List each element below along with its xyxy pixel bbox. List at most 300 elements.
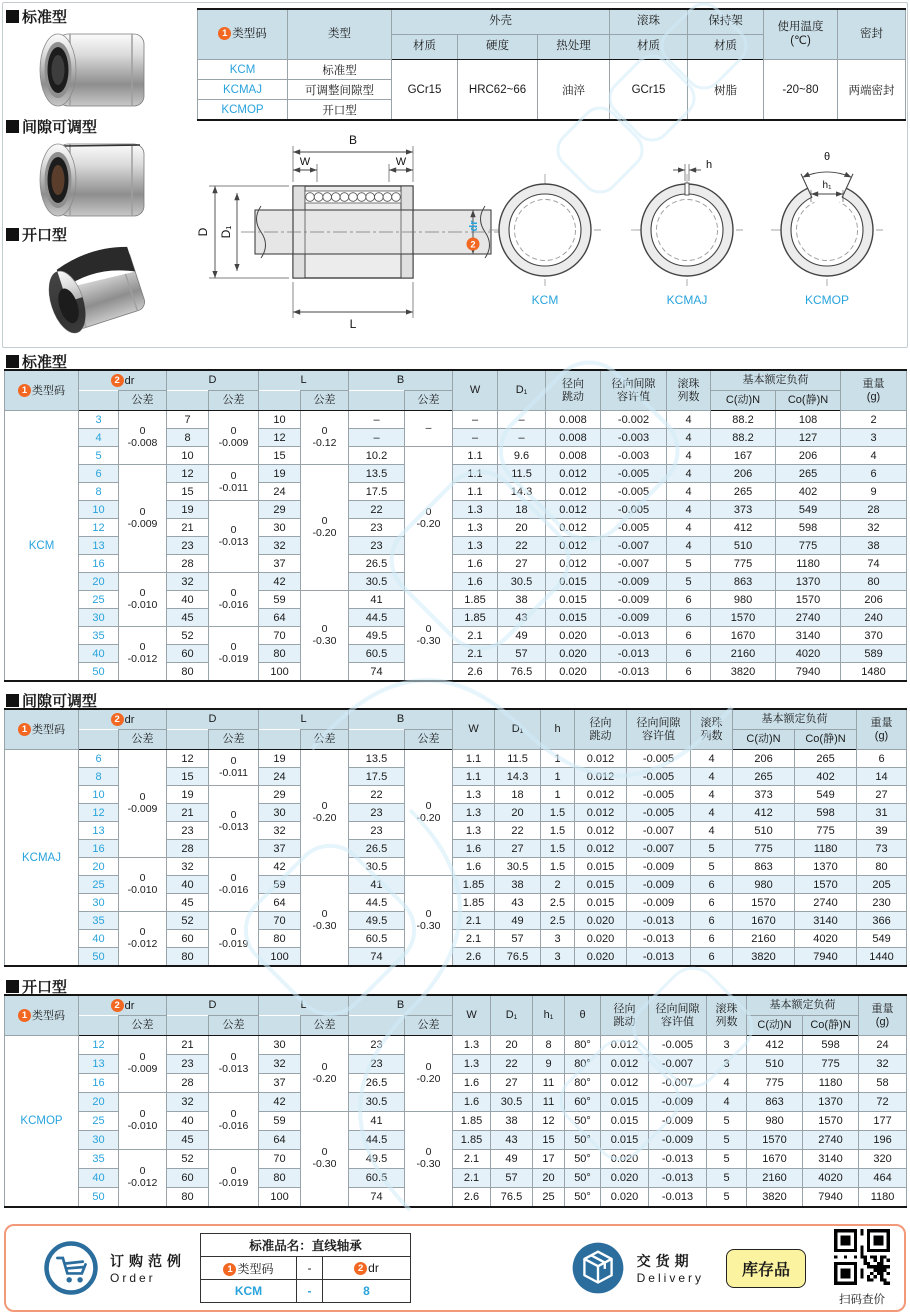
header-basic-load: 基本额定负荷: [733, 709, 857, 730]
header-temperature: 使用温度 (℃): [764, 9, 838, 60]
cell-h: 2.5: [541, 894, 575, 912]
cell-ball-rows: 6: [691, 876, 733, 894]
cell-B: 41: [349, 876, 405, 894]
cell-radial-clearance: -0.007: [601, 537, 667, 555]
dim-label-W: W: [395, 156, 407, 168]
cell-radial-runout: 0.012: [575, 822, 627, 840]
type-code-cell: KCMOP: [198, 100, 288, 121]
cell-dr: 35: [79, 912, 119, 930]
spec-table-open: [4, 994, 907, 1208]
cell-radial-runout: 0.020: [601, 1169, 649, 1188]
bearing-photo-open-icon: [20, 246, 170, 340]
header-sub-blank: [349, 1016, 405, 1036]
cell-W: 1.6: [453, 840, 495, 858]
header-ball-material: 材质: [610, 35, 688, 60]
cell-radial-runout: 0.008: [546, 429, 601, 447]
cell-radial-runout: 0.012: [546, 483, 601, 501]
cell-h: 1: [541, 750, 575, 768]
cell-h1: 25: [533, 1188, 565, 1208]
cell-c-dynamic: 775: [711, 555, 776, 573]
cell-W: 2.1: [453, 912, 495, 930]
cell-co-static: 4020: [795, 930, 857, 948]
cell-B: 49.5: [349, 627, 405, 645]
header-basic-load: 基本额定负荷: [711, 370, 841, 391]
cell-D1: 27: [495, 840, 541, 858]
header-tolerance: 公差: [119, 1016, 167, 1036]
header-radial-runout: 径向 跳动: [601, 995, 649, 1036]
cell-D-tolerance: 0 -0.019: [209, 1150, 259, 1208]
cell-theta: 50°: [565, 1131, 601, 1150]
cell-L: 30: [259, 1036, 301, 1055]
cell-B: 13.5: [349, 465, 405, 483]
cell-h: 1.5: [541, 858, 575, 876]
header-theta: θ: [565, 995, 601, 1036]
dim-label-W: W: [299, 156, 311, 168]
cell-L: 59: [259, 591, 301, 609]
cell-D1: 27: [491, 1074, 533, 1093]
cell-radial-runout: 0.008: [546, 447, 601, 465]
cell-W: 2.6: [453, 663, 498, 682]
cell-W: 1.85: [453, 591, 498, 609]
cell-ball-rows: 6: [691, 912, 733, 930]
cell-co-static: 1180: [776, 555, 841, 573]
cell-W: 1.3: [453, 537, 498, 555]
header-sub-blank: [259, 391, 301, 411]
header-sub-blank: [349, 730, 405, 750]
cell-D: 45: [167, 894, 209, 912]
cell-W: –: [453, 411, 498, 429]
cell-D: 28: [167, 840, 209, 858]
header-h1: h₁: [533, 995, 565, 1036]
cell-L-tolerance: 0 -0.30: [301, 1112, 349, 1208]
cell-B: 23: [349, 537, 405, 555]
cell-D: 40: [167, 1112, 209, 1131]
header-tolerance: 公差: [301, 1016, 349, 1036]
cell-dr-tolerance: 0 -0.012: [119, 627, 167, 682]
cell-D: 45: [167, 609, 209, 627]
cell-L-tolerance: 0 -0.30: [301, 591, 349, 682]
cell-co-static: 775: [803, 1055, 859, 1074]
cell-ball-rows: 5: [691, 840, 733, 858]
cell-D1: 57: [498, 645, 546, 663]
cell-h1: 15: [533, 1131, 565, 1150]
cell-radial-clearance: -0.005: [601, 501, 667, 519]
cell-W: 1.6: [453, 858, 495, 876]
cell-D: 19: [167, 786, 209, 804]
square-bullet-icon: [6, 10, 19, 23]
cell-B: 30.5: [349, 573, 405, 591]
cell-ball-rows: 4: [667, 501, 711, 519]
header-c-dynamic: C(动)N: [747, 1016, 803, 1036]
header-tolerance: 公差: [119, 391, 167, 411]
cell-L-tolerance: 0 -0.12: [301, 411, 349, 465]
cell-ball-rows: 6: [667, 663, 711, 682]
cell-D: 15: [167, 483, 209, 501]
cell-D1: 30.5: [495, 858, 541, 876]
cell-dr: 6: [79, 750, 119, 768]
cell-W: 1.1: [453, 750, 495, 768]
cell-co-static: 1180: [795, 840, 857, 858]
header-shell-material: 材质: [392, 35, 458, 60]
dim-label-D1: D₁: [219, 225, 233, 239]
cell-weight: 4: [841, 447, 907, 465]
header-sub-blank: [167, 730, 209, 750]
cell-weight: 39: [857, 822, 907, 840]
cell-co-static: 265: [776, 465, 841, 483]
cell-weight: 1480: [841, 663, 907, 682]
header-type-code: 1 类型码: [5, 370, 79, 411]
cell-c-dynamic: 373: [711, 501, 776, 519]
cell-D: 19: [167, 501, 209, 519]
cell-D1: 38: [491, 1112, 533, 1131]
cell-D: 15: [167, 768, 209, 786]
cell-D1: 57: [491, 1169, 533, 1188]
cell-B: 44.5: [349, 609, 405, 627]
number-badge: 2: [111, 713, 124, 726]
cell-ball-rows: 6: [667, 609, 711, 627]
header-tolerance: 公差: [209, 1016, 259, 1036]
cell-L: 80: [259, 645, 301, 663]
cell-ball-rows: 4: [691, 822, 733, 840]
cell-ball-rows: 3: [707, 1036, 747, 1055]
cell-dr: 40: [79, 645, 119, 663]
cell-W: 1.85: [453, 876, 495, 894]
footer-order-bar: [4, 1224, 906, 1312]
cell-dr: 12: [79, 1036, 119, 1055]
cell-weight: 9: [841, 483, 907, 501]
cell-D: 40: [167, 876, 209, 894]
cell-ball-rows: 5: [691, 858, 733, 876]
table-row: [5, 1150, 907, 1169]
cell-B: 23: [349, 804, 405, 822]
cell-c-dynamic: 1670: [711, 627, 776, 645]
type-name-cell: 开口型: [288, 100, 392, 121]
cell-D: 80: [167, 1188, 209, 1208]
delivery-title: 交货期: [636, 1253, 694, 1269]
number-badge: 2: [111, 999, 124, 1012]
photo-label-open: 开口型: [6, 224, 67, 245]
cell-dr: 30: [79, 609, 119, 627]
section-title-adjustable: 间隙可调型: [6, 690, 97, 711]
cell-dr: 3: [79, 411, 119, 429]
cell-radial-clearance: -0.005: [627, 768, 691, 786]
cell-weight: 366: [857, 912, 907, 930]
cell-B: 49.5: [349, 1150, 405, 1169]
header-weight: 重量 (g): [859, 995, 907, 1036]
cell-weight: 58: [859, 1074, 907, 1093]
type-name-cell: 标准型: [288, 60, 392, 80]
cell-radial-runout: 0.020: [546, 645, 601, 663]
header-shell-heat: 热处理: [538, 35, 610, 60]
cell-radial-runout: 0.020: [575, 930, 627, 948]
order-col-separator: -: [297, 1257, 323, 1280]
cell-radial-clearance: -0.005: [601, 483, 667, 501]
cell-radial-runout: 0.015: [601, 1093, 649, 1112]
cell-co-static: 402: [795, 768, 857, 786]
cell-radial-runout: 0.020: [546, 627, 601, 645]
cell-D1: 76.5: [491, 1188, 533, 1208]
header-ball-rows: 滚珠 列数: [691, 709, 733, 750]
cell-L: 37: [259, 840, 301, 858]
cell-ball-rows: 4: [667, 483, 711, 501]
cell-theta: 80°: [565, 1074, 601, 1093]
cell-W: 2.1: [453, 1150, 491, 1169]
cell-h: 1: [541, 768, 575, 786]
cell-ball-rows: 6: [691, 948, 733, 967]
cell-co-static: 265: [795, 750, 857, 768]
cell-D-tolerance: 0 -0.011: [209, 465, 259, 501]
cell-c-dynamic: 510: [733, 822, 795, 840]
cell-B: 26.5: [349, 840, 405, 858]
cell-D: 60: [167, 645, 209, 663]
cell-D1: 20: [498, 519, 546, 537]
cell-radial-runout: 0.020: [575, 912, 627, 930]
cell-D-tolerance: 0 -0.011: [209, 750, 259, 786]
cell-L: 32: [259, 1055, 301, 1074]
cell-co-static: 1370: [776, 573, 841, 591]
cell-ball-rows: 4: [691, 768, 733, 786]
cell-radial-runout: 0.012: [546, 537, 601, 555]
header-type-code: 1 类型码: [5, 709, 79, 750]
cell-c-dynamic: 373: [733, 786, 795, 804]
type-code-cell: KCM: [198, 60, 288, 80]
cell-radial-clearance: -0.009: [649, 1131, 707, 1150]
cell-D1: 76.5: [498, 663, 546, 682]
cell-B: 23: [349, 1055, 405, 1074]
cell-radial-clearance: -0.003: [601, 447, 667, 465]
header-D: D: [167, 370, 259, 391]
cell-L: 64: [259, 609, 301, 627]
cell-W: 1.3: [453, 519, 498, 537]
cell-h: 3: [541, 948, 575, 967]
shell-heat-cell: 油淬: [538, 60, 610, 121]
cell-L: 15: [259, 447, 301, 465]
cage-material-cell: 树脂: [688, 60, 764, 121]
cell-W: 1.85: [453, 609, 498, 627]
cell-dr: 50: [79, 1188, 119, 1208]
cell-D: 7: [167, 411, 209, 429]
qr-code-block: [834, 1229, 890, 1307]
header-dr: 2 dr: [79, 709, 167, 730]
cell-D1: –: [498, 411, 546, 429]
cell-co-static: 2740: [795, 894, 857, 912]
section-title-open: 开口型: [6, 976, 67, 997]
cell-B-tolerance: 0 -0.30: [405, 1112, 453, 1208]
cell-radial-runout: 0.012: [575, 750, 627, 768]
cell-radial-clearance: -0.005: [627, 804, 691, 822]
cell-radial-runout: 0.012: [601, 1036, 649, 1055]
table-row: [5, 627, 907, 645]
cell-dr: 10: [79, 786, 119, 804]
order-col-dr: 2 dr: [323, 1257, 411, 1280]
cell-ball-rows: 4: [691, 750, 733, 768]
cell-c-dynamic: 206: [711, 465, 776, 483]
technical-drawing: [193, 118, 905, 346]
cell-B: 10.2: [349, 447, 405, 465]
cell-W: 2.6: [453, 1188, 491, 1208]
cell-L: 80: [259, 1169, 301, 1188]
cell-D-tolerance: 0 -0.013: [209, 1036, 259, 1093]
header-L: L: [259, 995, 349, 1016]
number-badge: 1: [18, 723, 31, 736]
number-badge: 2: [111, 374, 124, 387]
cell-co-static: 7940: [776, 663, 841, 682]
cell-ball-rows: 5: [707, 1188, 747, 1208]
cell-L: 30: [259, 519, 301, 537]
cell-weight: 73: [857, 840, 907, 858]
cell-dr: 25: [79, 1112, 119, 1131]
cell-ball-rows: 6: [667, 645, 711, 663]
standard-table-container: [4, 369, 907, 682]
header-B: B: [349, 995, 453, 1016]
cell-c-dynamic: 3820: [711, 663, 776, 682]
cell-D-tolerance: 0 -0.019: [209, 627, 259, 682]
cell-D: 28: [167, 555, 209, 573]
cell-radial-clearance: -0.007: [649, 1055, 707, 1074]
header-shell-hardness: 硬度: [458, 35, 538, 60]
cell-W: 1.6: [453, 1074, 491, 1093]
cell-ball-rows: 4: [707, 1093, 747, 1112]
cell-weight: 205: [857, 876, 907, 894]
cell-c-dynamic: 980: [733, 876, 795, 894]
cell-weight: 27: [857, 786, 907, 804]
cell-co-static: 3140: [776, 627, 841, 645]
table-row: [5, 411, 907, 429]
cell-L: 80: [259, 930, 301, 948]
order-example-dr: 8: [323, 1280, 411, 1303]
cell-dr-tolerance: 0 -0.012: [119, 912, 167, 967]
cell-radial-clearance: -0.002: [601, 411, 667, 429]
cell-L-tolerance: 0 -0.30: [301, 876, 349, 967]
cell-dr: 13: [79, 1055, 119, 1074]
cell-L: 70: [259, 627, 301, 645]
cell-co-static: 2740: [776, 609, 841, 627]
header-ball-rows: 滚珠 列数: [707, 995, 747, 1036]
header-sub-blank: [79, 1016, 119, 1036]
spec-table-adjustable: [4, 708, 907, 967]
cell-weight: 464: [859, 1169, 907, 1188]
cell-radial-runout: 0.015: [546, 591, 601, 609]
header-radial-clearance: 径向间隙 容许值: [649, 995, 707, 1036]
cell-h1: 9: [533, 1055, 565, 1074]
cell-weight: 14: [857, 768, 907, 786]
cell-c-dynamic: 1670: [747, 1150, 803, 1169]
cell-B: 26.5: [349, 555, 405, 573]
cell-B: 74: [349, 663, 405, 682]
cell-c-dynamic: 206: [733, 750, 795, 768]
cell-dr: 20: [79, 858, 119, 876]
cell-L: 29: [259, 786, 301, 804]
header-L: L: [259, 709, 349, 730]
cell-B: 23: [349, 822, 405, 840]
cell-ball-rows: 4: [667, 447, 711, 465]
cell-L: 12: [259, 429, 301, 447]
cell-radial-runout: 0.020: [601, 1150, 649, 1169]
qr-caption: 扫码查价: [839, 1294, 885, 1306]
cell-W: 1.3: [453, 1055, 491, 1074]
ring-section-kcm: [489, 174, 601, 307]
cell-ball-rows: 5: [707, 1169, 747, 1188]
section-title-standard: 标准型: [6, 351, 67, 372]
cell-D1: 49: [495, 912, 541, 930]
cell-co-static: 7940: [795, 948, 857, 967]
cell-ball-rows: 6: [691, 894, 733, 912]
cell-D1: 30.5: [491, 1093, 533, 1112]
cart-icon: [42, 1239, 100, 1297]
order-example-table: [200, 1233, 411, 1303]
cell-dr: 30: [79, 1131, 119, 1150]
cell-W: 2.1: [453, 627, 498, 645]
cell-L: 30: [259, 804, 301, 822]
cell-h1: 11: [533, 1093, 565, 1112]
cell-c-dynamic: 412: [711, 519, 776, 537]
cell-dr: 30: [79, 894, 119, 912]
cell-weight: 3: [841, 429, 907, 447]
cell-radial-clearance: -0.009: [649, 1112, 707, 1131]
cell-D1: 20: [495, 804, 541, 822]
cell-L: 37: [259, 1074, 301, 1093]
cell-h1: 20: [533, 1169, 565, 1188]
header-dr: 2 dr: [79, 370, 167, 391]
cell-W: 1.6: [453, 573, 498, 591]
cell-c-dynamic: 863: [747, 1093, 803, 1112]
cell-B: 74: [349, 1188, 405, 1208]
header-basic-load: 基本额定负荷: [747, 995, 859, 1016]
cell-dr-tolerance: 0 -0.009: [119, 1036, 167, 1093]
cell-L: 100: [259, 948, 301, 967]
cell-radial-runout: 0.012: [575, 840, 627, 858]
header-D1: D₁: [495, 709, 541, 750]
order-col-type-code: 1 类型码: [201, 1257, 297, 1280]
cell-L: 29: [259, 501, 301, 519]
cell-B: 22: [349, 501, 405, 519]
header-type: 类型: [288, 9, 392, 60]
cell-B: 74: [349, 948, 405, 967]
cell-ball-rows: 4: [707, 1074, 747, 1093]
cell-radial-runout: 0.015: [575, 876, 627, 894]
cell-D1: –: [498, 429, 546, 447]
cell-weight: 28: [841, 501, 907, 519]
header-sub-blank: [79, 391, 119, 411]
type-code-cell: KCMOP: [5, 1036, 79, 1208]
cell-B: 13.5: [349, 750, 405, 768]
cell-weight: 1440: [857, 948, 907, 967]
cell-co-static: 3140: [803, 1150, 859, 1169]
cell-h: 2: [541, 876, 575, 894]
cell-L: 42: [259, 573, 301, 591]
cell-h1: 17: [533, 1150, 565, 1169]
cell-dr: 20: [79, 1093, 119, 1112]
cell-W: 1.85: [453, 894, 495, 912]
cell-D: 21: [167, 804, 209, 822]
cell-radial-runout: 0.012: [546, 555, 601, 573]
cell-D-tolerance: 0 -0.009: [209, 411, 259, 465]
cell-B: 23: [349, 519, 405, 537]
dim-label-dr: dr: [468, 220, 480, 232]
cell-h1: 11: [533, 1074, 565, 1093]
bearing-photo-adjustable-icon: [20, 136, 170, 224]
cell-radial-clearance: -0.007: [601, 555, 667, 573]
dim-label-theta: θ: [823, 151, 831, 163]
cell-co-static: 598: [776, 519, 841, 537]
header-sub-blank: [259, 1016, 301, 1036]
order-product-name: 标准品名：直线轴承: [201, 1234, 411, 1257]
cell-dr: 12: [79, 519, 119, 537]
ring-section-kcmaj: [631, 159, 743, 307]
cell-dr-tolerance: 0 -0.009: [119, 750, 167, 858]
type-code-cell: KCMAJ: [198, 80, 288, 100]
cell-dr: 8: [79, 768, 119, 786]
